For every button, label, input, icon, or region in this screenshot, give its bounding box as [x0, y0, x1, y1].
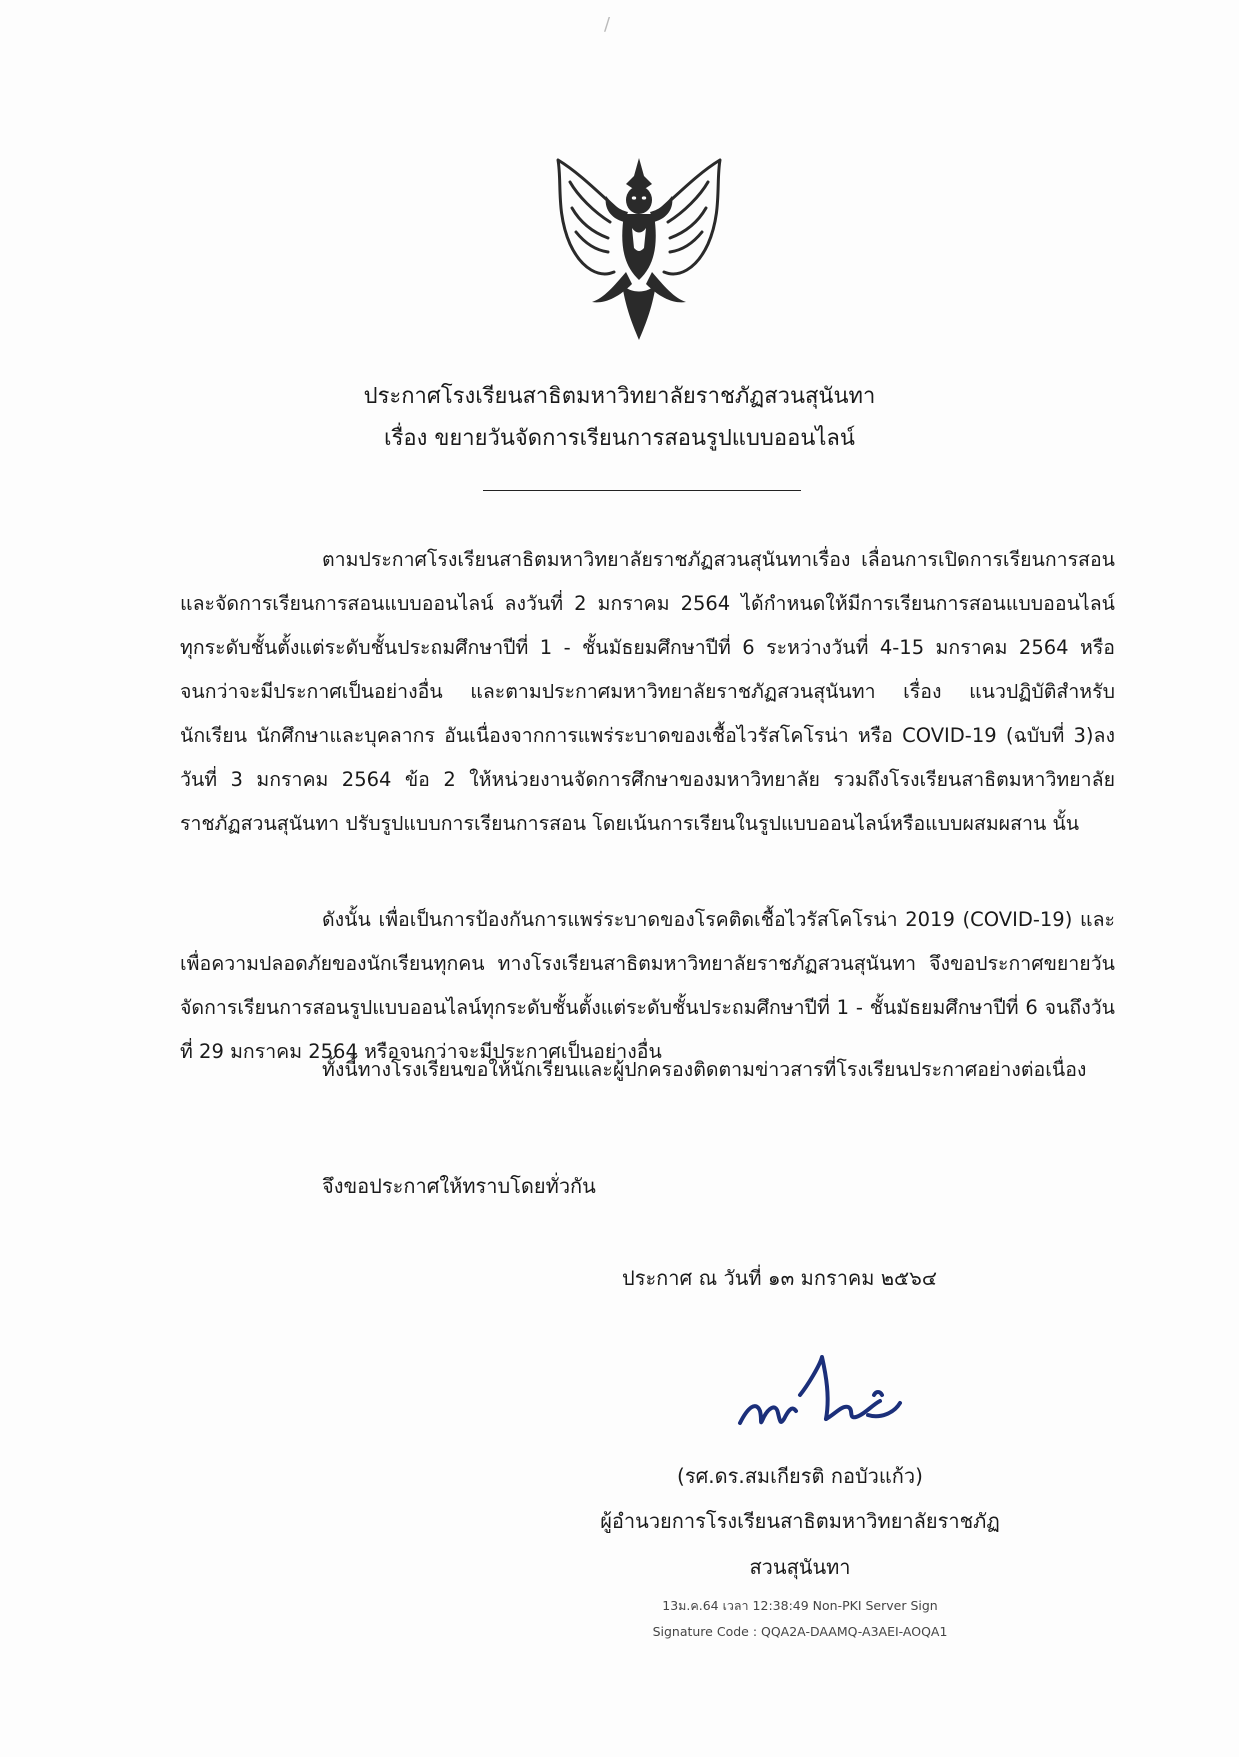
title-divider	[483, 490, 801, 491]
signature-code: Signature Code : QQA2A-DAAMQ-A3AEI-AOQA1	[652, 1624, 948, 1639]
announcement-subject: เรื่อง ขยายวันจัดการเรียนการสอนรูปแบบออนไลน์	[384, 426, 855, 451]
body-paragraph-3: ทั้งนี้ทางโรงเรียนขอให้นักเรียนและผู้ปกครองติดตามข่าวสารที่โรงเรียนประกาศอย่างต่อเนื่อง	[322, 1058, 1087, 1081]
paragraph-text: ตามประกาศโรงเรียนสาธิตมหาวิทยาลัยราชภัฏสวนสุนันทาเรื่อง เลื่อนการเปิดการเรียนการสอนและจัดการเรียนการสอนแบบออนไลน์ ลงวันที่ 2 มกราคม 2564 ได้กำหนดให้มีการเรียนการสอนแบบออนไลน์ ทุกระดับชั้นตั้งแต่ระดับชั้นประถมศึกษาปีที่ 1 - ชั้นมัธยมศึกษาปีที่ 6 ระหว่างวันที่ 4-15 มกราคม 2564 หรือจนกว่าจะมีประกาศเป็นอย่างอื่น และตามประกาศมหาวิทยาลัยราชภัฏสวนสุนันทา เรื่อง แนวปฏิบัติสำหรับนักเรียน นักศึกษาและบุคลากร อันเนื่องจากการแพร่ระบาดของเชื้อไวรัสโคโรน่า หรือ COVID-19 (ฉบับที่ 3)ลงวันที่ 3 มกราคม 2564 ข้อ 2 ให้หน่วยงานจัดการศึกษาของมหาวิทยาลัย รวมถึงโรงเรียนสาธิตมหาวิทยาลัย ราชภัฏสวนสุนันทา ปรับรูปแบบการเรียนการสอน โดยเน้นการเรียนในรูปแบบออนไลน์หรือแบบผสมผสาน นั้น	[180, 548, 1115, 835]
digital-sign-timestamp: 13ม.ค.64 เวลา 12:38:49 Non-PKI Server Sign	[662, 1598, 938, 1613]
handwritten-signature	[730, 1345, 930, 1445]
announcement-date: ประกาศ ณ วันที่ ๑๓ มกราคม ๒๕๖๔	[622, 1266, 937, 1290]
garuda-emblem-icon	[548, 152, 730, 344]
scan-mark: /	[604, 14, 611, 35]
signatory-position: ผู้อำนวยการโรงเรียนสาธิตมหาวิทยาลัยราชภัฏ	[600, 1509, 1000, 1533]
announcement-title: ประกาศโรงเรียนสาธิตมหาวิทยาลัยราชภัฏสวนสุนันทา	[363, 384, 876, 409]
body-paragraph-1	[180, 538, 1115, 846]
signatory-position-continued: สวนสุนันทา	[749, 1555, 851, 1579]
paragraph-text: ดังนั้น เพื่อเป็นการป้องกันการแพร่ระบาดของโรคติดเชื้อไวรัสโคโรน่า 2019 (COVID-19) และเพื่อความปลอดภัยของนักเรียนทุกคน ทางโรงเรียนสาธิตมหาวิทยาลัยราชภัฏสวนสุนันทา จึงขอประกาศขยายวันจัดการเรียนการสอนรูปแบบออนไลน์ทุกระดับชั้นตั้งแต่ระดับชั้นประถมศึกษาปีที่ 1 - ชั้นมัธยมศึกษาปีที่ 6 จนถึงวันที่ 29 มกราคม 2564 หรือจนกว่าจะมีประกาศเป็นอย่างอื่น	[180, 908, 1115, 1063]
signatory-name: (รศ.ดร.สมเกียรติ กอบัวแก้ว)	[677, 1464, 923, 1488]
closing-statement: จึงขอประกาศให้ทราบโดยทั่วกัน	[322, 1174, 596, 1198]
body-paragraph-2	[180, 898, 1115, 1074]
